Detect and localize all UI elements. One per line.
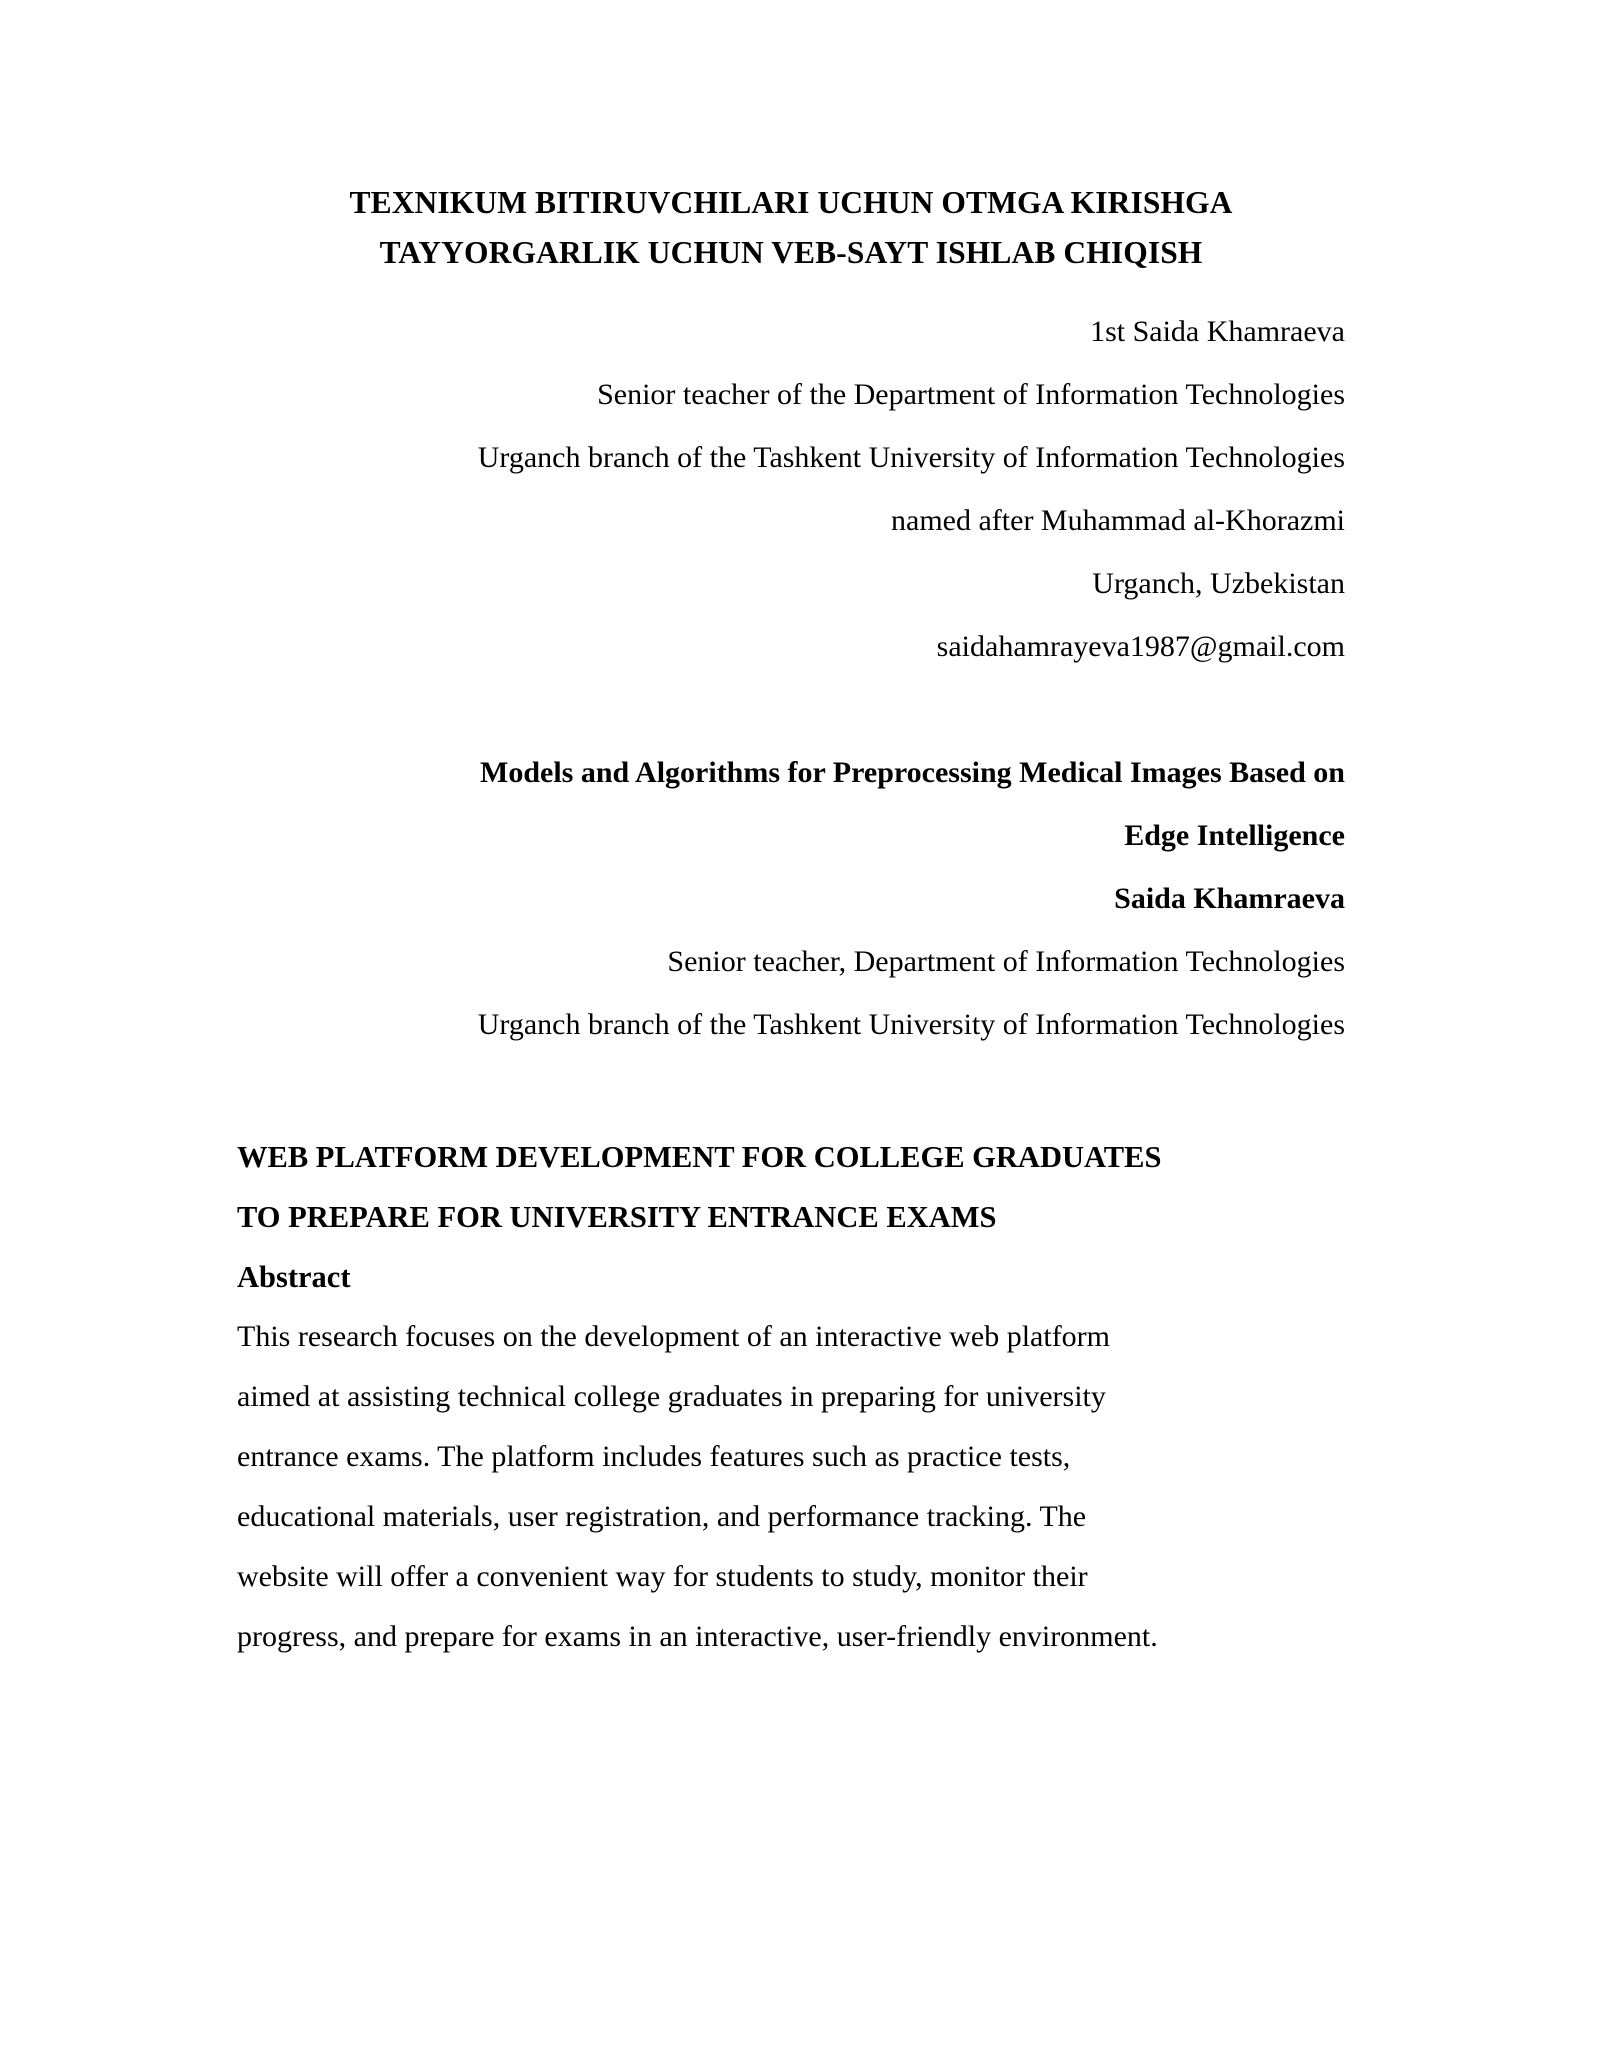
second-paper-author-name: Saida Khamraeva	[1114, 882, 1345, 915]
paper-title-english-line-1: WEB PLATFORM DEVELOPMENT FOR COLLEGE GRADUATES	[237, 1140, 1162, 1174]
paper-title-uzbek	[237, 178, 1345, 278]
paper-title-uzbek-line-1: TEXNIKUM BITIRUVCHILARI UCHUN OTMGA KIRISHGA	[349, 185, 1233, 220]
abstract-line-4: educational materials, user registration, and performance tracking. The	[237, 1500, 1087, 1533]
abstract-line-1: This research focuses on the development of an interactive web platform	[237, 1320, 1111, 1353]
document-content-column	[237, 0, 1345, 1667]
abstract-body	[237, 1307, 1345, 1667]
second-paper-author-institution: Urganch branch of the Tashkent University of Information Technologies	[477, 1008, 1345, 1041]
abstract-line-3: entrance exams. The platform includes features such as practice tests,	[237, 1440, 1071, 1473]
second-paper-block	[237, 741, 1345, 1056]
abstract-heading: Abstract	[237, 1260, 351, 1294]
second-paper-title-line-2: Edge Intelligence	[1124, 819, 1345, 852]
paper-title-english-line-2: TO PREPARE FOR UNIVERSITY ENTRANCE EXAMS	[237, 1200, 997, 1234]
author-institution-continued: named after Muhammad al-Khorazmi	[891, 504, 1345, 537]
author-affiliation-block	[237, 300, 1345, 678]
author-location: Urganch, Uzbekistan	[1092, 567, 1345, 600]
paper-title-uzbek-line-2: TAYYORGARLIK UCHUN VEB-SAYT ISHLAB CHIQISH	[379, 235, 1203, 270]
second-paper-title-line-1: Models and Algorithms for Preprocessing Medical Images Based on	[480, 756, 1345, 789]
author-name: 1st Saida Khamraeva	[1090, 315, 1345, 348]
author-position: Senior teacher of the Department of Information Technologies	[597, 378, 1345, 411]
abstract-line-2: aimed at assisting technical college graduates in preparing for university	[237, 1380, 1106, 1413]
abstract-line-6: progress, and prepare for exams in an interactive, user-friendly environment.	[237, 1620, 1158, 1653]
paper-title-english	[237, 1127, 1345, 1247]
second-paper-author-position: Senior teacher, Department of Information Technologies	[667, 945, 1345, 978]
author-email: saidahamrayeva1987@gmail.com	[936, 630, 1345, 663]
author-institution: Urganch branch of the Tashkent University of Information Technologies	[477, 441, 1345, 474]
abstract-line-5: website will offer a convenient way for students to study, monitor their	[237, 1560, 1088, 1593]
